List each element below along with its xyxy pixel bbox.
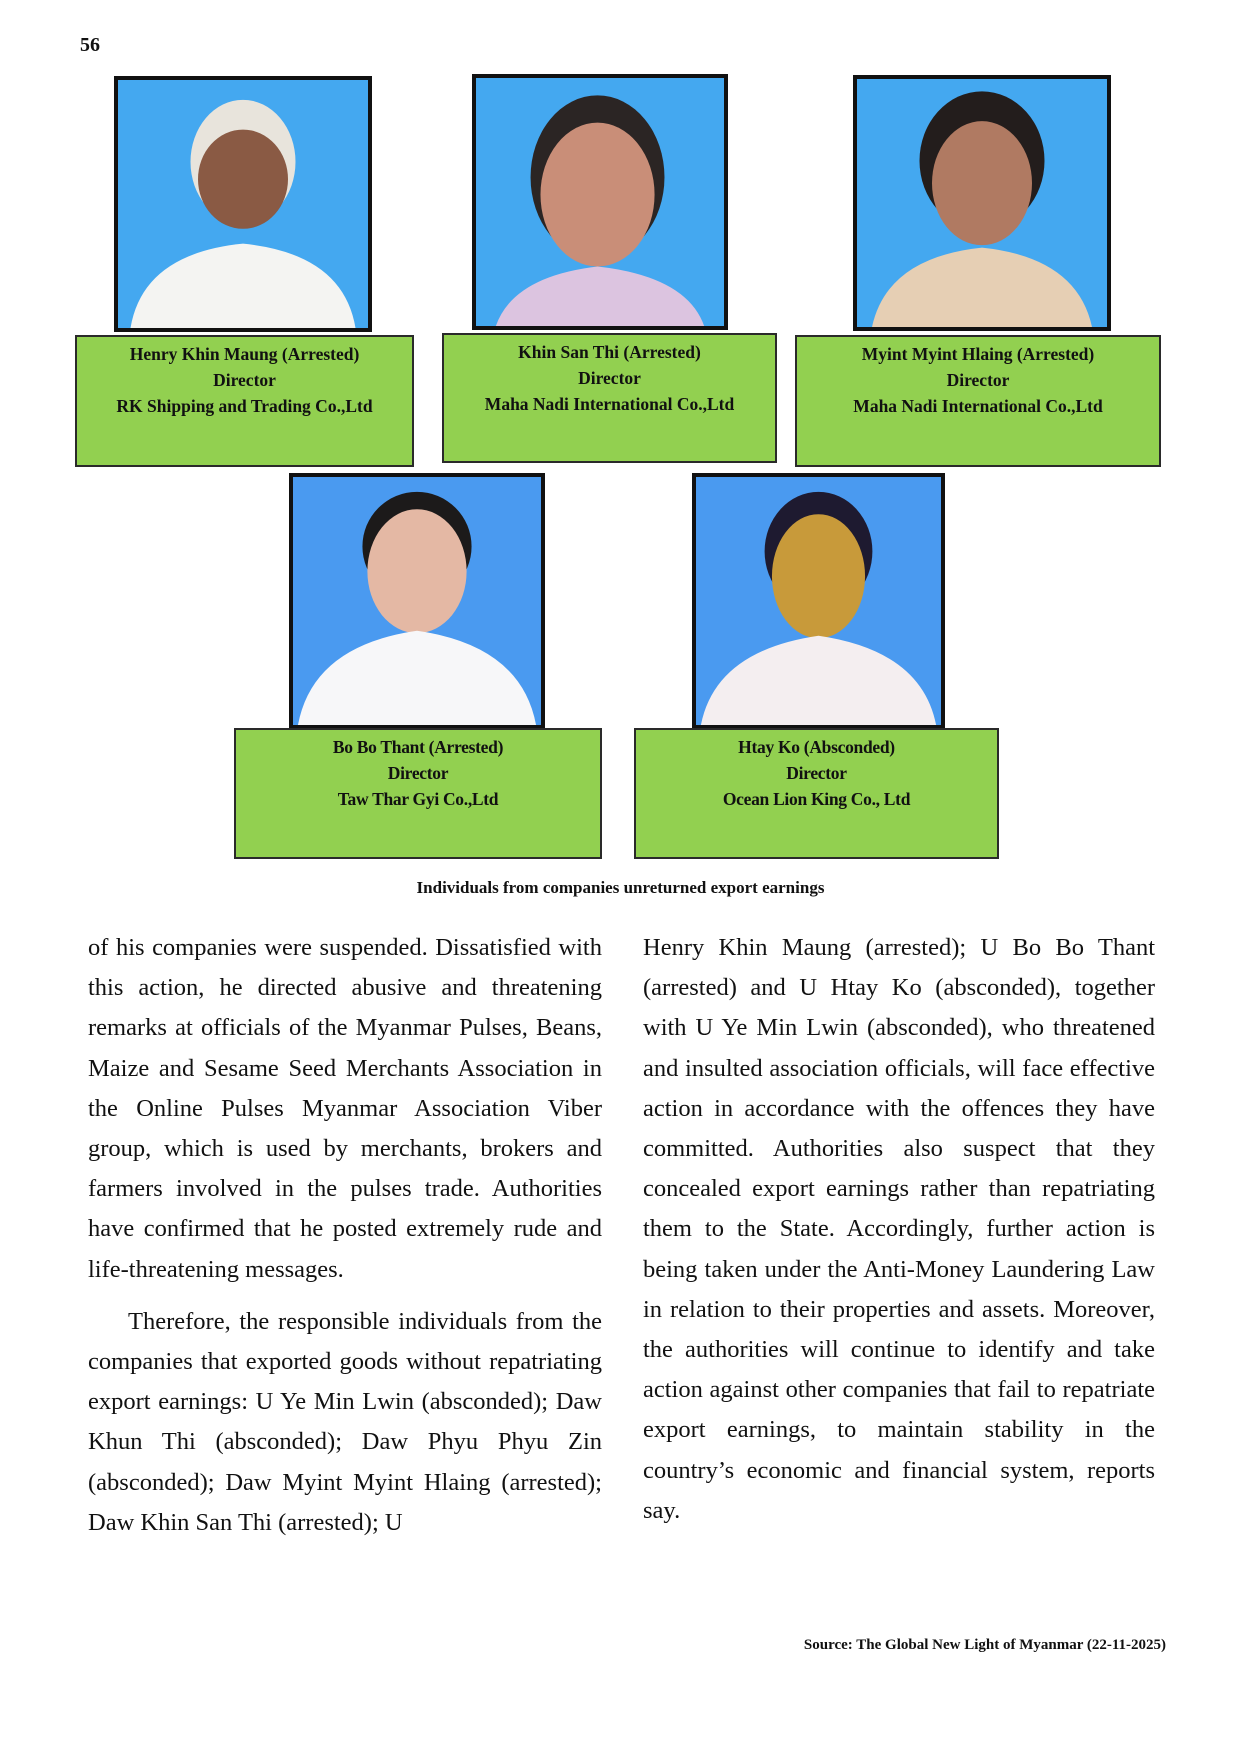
person-role: Director <box>946 370 1010 390</box>
person-name-status: Htay Ko (Absconded) <box>738 737 895 757</box>
person-company: Ocean Lion King Co., Ltd <box>722 789 911 809</box>
person-caption-card <box>234 728 602 859</box>
article-column-left <box>88 928 602 1543</box>
person-silhouette-icon <box>476 78 724 326</box>
portrait-photo <box>289 473 545 729</box>
person-company: Maha Nadi International Co.,Ltd <box>484 394 735 414</box>
page-number: 56 <box>80 34 100 56</box>
person-name-status: Bo Bo Thant (Arrested) <box>332 737 504 757</box>
person-silhouette-icon <box>293 477 541 725</box>
person-name-status: Khin San Thi (Arrested) <box>518 342 701 362</box>
person-silhouette-icon <box>118 80 368 328</box>
person-role: Director <box>387 763 449 783</box>
portrait-photo <box>692 473 945 729</box>
person-caption-card <box>634 728 999 859</box>
person-role: Director <box>213 370 276 390</box>
article-paragraph: Henry Khin Maung (arrested); U Bo Bo Thant (arrested) and U Htay Ko (absconded), together with U Ye Min Lwin (absconded), who threatened and insulted association officials, will face effective action in accordance with the offences they have committed. Authorities also suspect that they concealed export earnings rather than repatriating them to the State. Accordingly, further action is being taken under the Anti-Money Laundering Law in relation to their properties and assets. Moreover, the authorities will continue to identify and take action against other companies that fail to repatriate export earnings, to maintain stability in the country’s economic and financial system, reports say. <box>643 934 1155 1524</box>
person-silhouette-icon <box>696 477 941 725</box>
person-role: Director <box>786 763 847 783</box>
portrait-photo <box>114 76 372 332</box>
person-name-status: Henry Khin Maung (Arrested) <box>129 344 360 364</box>
source-citation: Source: The Global New Light of Myanmar (22-11-2025) <box>803 1637 1166 1653</box>
portrait-photo <box>472 74 728 330</box>
article-column-right <box>643 928 1155 1531</box>
article-paragraph: of his companies were suspended. Dissatisfied with this action, he directed abusive and threatening remarks at officials of the Myanmar Pulses, Beans, Maize and Sesame Seed Merchants Association in the Online Pulses Myanmar Association Viber group, which is used by merchants, brokers and farmers involved in the pulses trade. Authorities have confirmed that he posted extremely rude and life-threatening messages. <box>88 934 602 1283</box>
person-company: Maha Nadi International Co.,Ltd <box>853 396 1103 416</box>
person-caption-card <box>795 335 1161 467</box>
person-silhouette-icon <box>857 79 1107 327</box>
person-caption-card <box>75 335 414 467</box>
person-role: Director <box>578 368 641 388</box>
portrait-photo <box>853 75 1111 331</box>
figure-caption: Individuals from companies unreturned export earnings <box>416 878 825 897</box>
person-company: Taw Thar Gyi Co.,Ltd <box>337 789 499 809</box>
person-company: RK Shipping and Trading Co.,Ltd <box>116 396 373 416</box>
person-caption-card <box>442 333 777 463</box>
person-name-status: Myint Myint Hlaing (Arrested) <box>861 344 1095 364</box>
article-paragraph: Therefore, the responsible individuals from the companies that exported goods without repatriating export earnings: U Ye Min Lwin (absconded); Daw Khun Thi (absconded); Daw Phyu Phyu Zin (absconded); Daw Myint Myint Hlaing (arrested); Daw Khin San Thi (arrested); U <box>88 1307 602 1536</box>
